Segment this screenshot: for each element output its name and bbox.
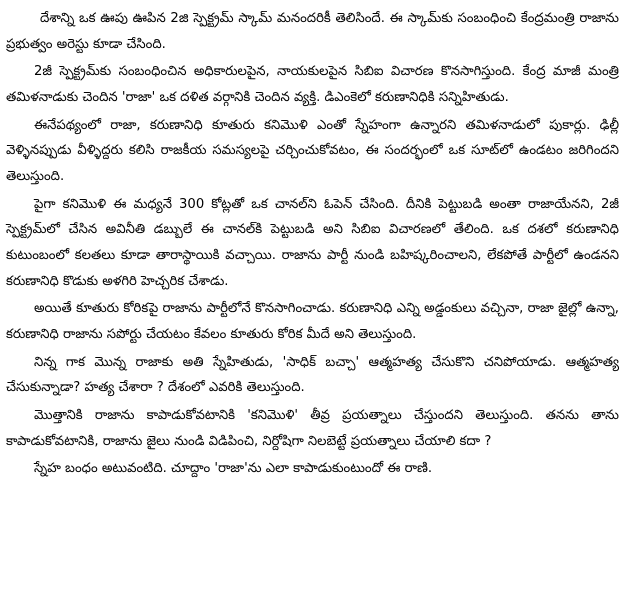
paragraph-4: పైగా కనిమొళి ఈ మధ్యనే 300 కోట్లతో ఒక చానల్‌ని ఓపెన్ చేసింది. దీనికి పెట్టుబడి అంతా రాజాయేనని, 2జీ స్పెక్ట్రమ్‌లో చేసిన అవినీతి డబ్బులే ఈ చానల్‌కి పెట్టుబడి అని సిబిఐ విచారణలో తేలింది. ఒక దశలో కరుణానిధి కుటుంబంలో కలతలు కూడా తారాస్థాయికి వచ్చాయి. రాజాను పార్టీ నుండి బహిష్కరించాలని, లేకపోతే పార్టీలో ఉండనని కరుణానిధి కొడుకు అళగిరి హెచ్చరిక చేశాడు. — [6, 196, 619, 289]
paragraph-7: మొత్తానికి రాజాను కాపాడుకోవటానికి 'కనిమొళి' తీవ్ర ప్రయత్నాలు చేస్తుందని తెలుస్తుంది. తనను తాను కాపాడుకోవటానికి, రాజాను జైలు నుండి విడిపించి, నిర్దోషిగా నిలబెట్టే ప్రయత్నాలు చేయాలి కదా ? — [6, 408, 619, 449]
paragraph-8: స్నేహ బంధం అటువంటిది. చూద్దాం 'రాజా'ను ఎలా కాపాడుకుంటుందో ఈ రాణి. — [34, 461, 433, 477]
paragraph-6: నిన్న గాక మొన్న రాజాకు అతి స్నేహితుడు, 'సాధిక్ బచ్చా' ఆత్మహత్య చేసుకొని చనిపోయాడు. ఆత్మహత్య చేసుకున్నాడా? హత్య చేశారా ? దేశంలో ఎవరికి తెలుస్తుంది. — [6, 354, 619, 396]
paragraph-2: 2జీ స్పెక్ట్రమ్‌కు సంబంధించిన అధికారులపైన, నాయకులపైన సిబిఐ విచారణ కొనసాగిస్తుంది. కేంద్ర మాజీ మంత్రి తమిళనాడుకు చెందిన 'రాజా' ఒక దళిత వర్గానికి చెందిన వ్యక్తి. డిఎంకెలో కరుణానిధికి సన్నిహితుడు. — [6, 64, 619, 105]
paragraph-5: అయితే కూతురు కోరికపై రాజాను పార్టీలోనే కొనసాగించాడు. కరుణానిధి ఎన్ని అడ్డంకులు వచ్చినా, రాజా జైల్లో ఉన్నా, కరుణానిధి రాజాను సపోర్టు చేయటం కేవలం కూతురు కోరిక మీదే అని తెలుస్తుంది. — [6, 301, 619, 342]
paragraph-3: ఈనేపథ్యంలో రాజా, కరుణానిధి కూతురు కనిమొళి ఎంతో స్నేహంగా ఉన్నారని తమిళనాడులో పుకార్లు. ఢిల్లీ వెళ్ళినప్పుడు వీళ్ళిద్దరు కలిసి రాజకీయ సమస్యలపై చర్చించుకోవటం, ఈ సందర్భంలో ఒక సూట్‌లో ఉండటం జరిగిందని తెలుస్తుంది. — [6, 117, 619, 184]
paragraph-1: దేశాన్ని ఒక ఊపు ఊపిన 2జి స్పెక్ట్రమ్ స్కామ్ మనందరికీ తెలిసిందే. ఈ స్కామ్‌కు సంబంధించి కేంద్రమంత్రి రాజాను ప్రభుత్వం అరెస్టు కూడా చేసింది. — [6, 11, 619, 52]
